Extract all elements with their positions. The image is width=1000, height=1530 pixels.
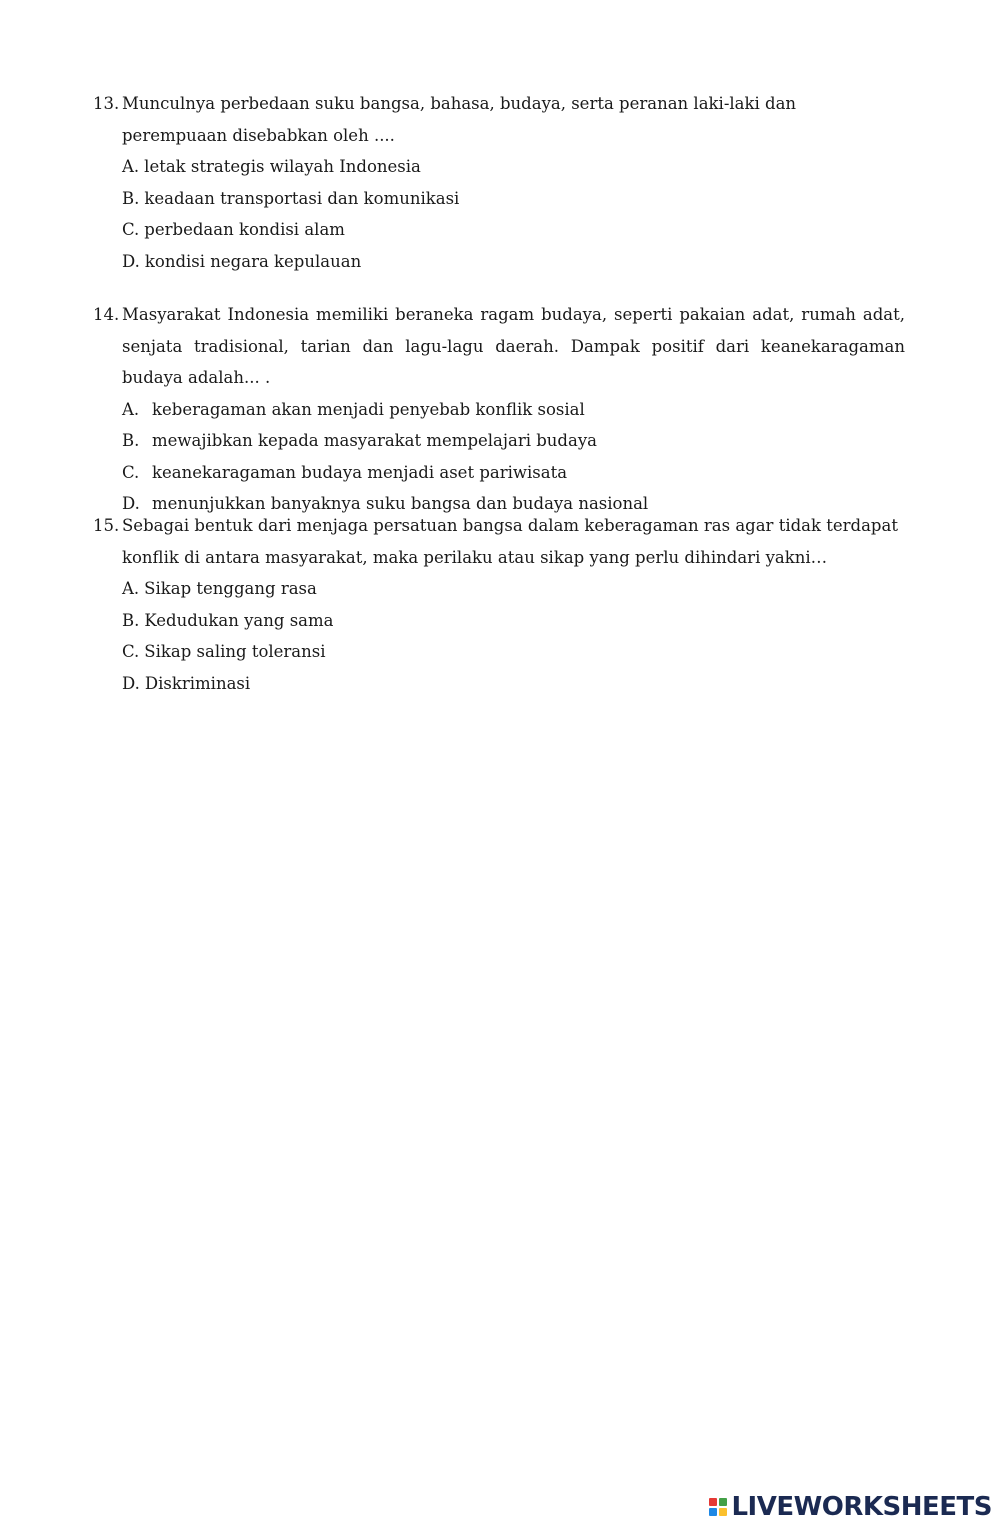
- question-15: [93, 510, 905, 699]
- question-number: 15.: [93, 516, 120, 535]
- option-letter: D.: [122, 673, 140, 693]
- option-text: Kedudukan yang sama: [144, 610, 334, 630]
- answer-options: [122, 151, 905, 277]
- option-text: keanekaragaman budaya menjadi aset pariwisata: [152, 462, 568, 482]
- option-c[interactable]: [122, 457, 905, 489]
- option-text: menunjukkan banyaknya suku bangsa dan budaya nasional: [152, 494, 649, 513]
- option-a[interactable]: [122, 573, 905, 605]
- option-letter: B.: [122, 610, 140, 630]
- option-text: keadaan transportasi dan komunikasi: [144, 188, 460, 208]
- option-text: letak strategis wilayah Indonesia: [144, 157, 421, 176]
- question-number: 13.: [93, 94, 120, 113]
- option-a[interactable]: [122, 151, 905, 183]
- logo-text: LIVEWORKSHEETS: [731, 1492, 992, 1522]
- option-c[interactable]: [122, 214, 905, 246]
- question-number: 14.: [93, 305, 120, 324]
- option-letter: C.: [122, 220, 140, 239]
- logo-square-icon: [709, 1498, 717, 1506]
- answer-options: [122, 573, 905, 699]
- question-text: Sebagai bentuk dari menjaga persatuan bangsa dalam keberagaman ras agar tidak terdapat konflik di antara masyarakat, maka perilaku atau sikap yang perlu dihindari yakni…: [122, 516, 898, 567]
- question-13: [93, 88, 905, 277]
- question-14: [93, 299, 905, 520]
- answer-options: [122, 394, 905, 520]
- option-text: kondisi negara kepulauan: [144, 251, 362, 271]
- option-b[interactable]: [122, 425, 905, 457]
- option-letter: A.: [122, 399, 140, 419]
- option-text: keberagaman akan menjadi penyebab konflik sosial: [152, 399, 585, 419]
- option-letter: D.: [122, 251, 140, 271]
- option-b[interactable]: [122, 183, 905, 215]
- option-text: Sikap saling toleransi: [144, 642, 326, 661]
- logo-square-icon: [719, 1508, 727, 1516]
- option-text: perbedaan kondisi alam: [144, 220, 345, 239]
- option-b[interactable]: [122, 605, 905, 637]
- liveworksheets-logo-icon: [709, 1498, 727, 1516]
- liveworksheets-logo: [709, 1492, 992, 1522]
- option-text: mewajibkan kepada masyarakat mempelajari budaya: [152, 431, 597, 450]
- option-letter: D.: [122, 494, 140, 513]
- question-text: Munculnya perbedaan suku bangsa, bahasa, budaya, serta peranan laki-laki dan perempuaan disebabkan oleh ....: [122, 94, 797, 145]
- logo-square-icon: [709, 1508, 717, 1516]
- option-c[interactable]: [122, 636, 905, 668]
- option-d[interactable]: [122, 668, 905, 700]
- option-text: Diskriminasi: [144, 673, 251, 693]
- question-text: Masyarakat Indonesia memiliki beraneka ragam budaya, seperti pakaian adat, rumah adat, senjata tradisional, tarian dan lagu-lagu daerah. Dampak positif dari keanekaragaman budaya adalah... .: [122, 305, 905, 387]
- option-letter: C.: [122, 642, 140, 661]
- logo-square-icon: [719, 1498, 727, 1506]
- option-letter: B.: [122, 431, 140, 450]
- option-letter: A.: [122, 157, 140, 176]
- option-letter: C.: [122, 462, 140, 482]
- option-d[interactable]: [122, 246, 905, 278]
- option-letter: A.: [122, 579, 140, 598]
- option-letter: B.: [122, 188, 140, 208]
- option-text: Sikap tenggang rasa: [144, 579, 317, 598]
- option-a[interactable]: [122, 394, 905, 426]
